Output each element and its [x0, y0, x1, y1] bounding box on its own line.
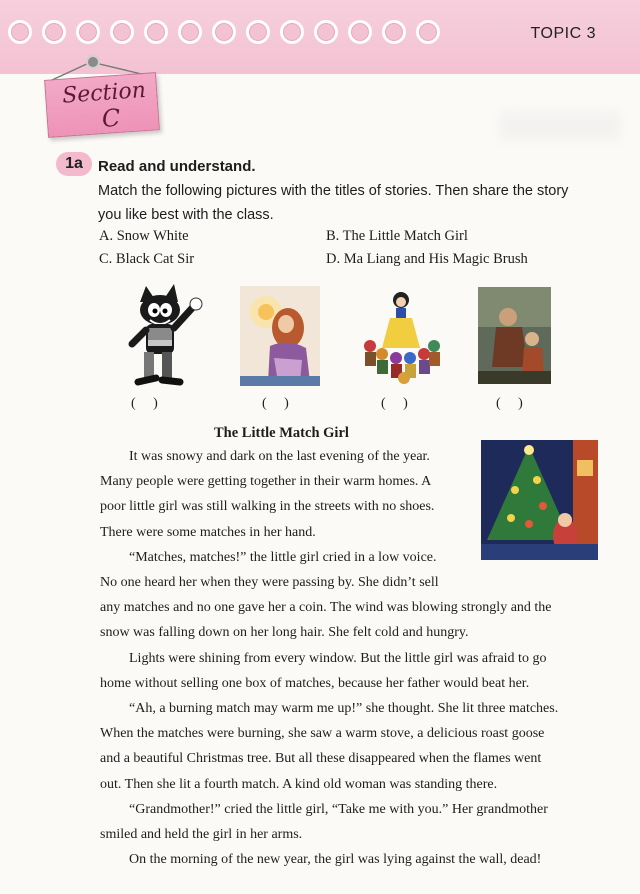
story-paragraph: [100, 570, 600, 646]
story-line: “Ah, a burning match may warm me up!” she thought. She lit three matches.: [129, 701, 559, 717]
faded-background-text: [500, 112, 620, 140]
story-line: poor little girl was still walking in the streets with no shoes.: [100, 499, 435, 515]
answer-blank[interactable]: ( ): [496, 396, 523, 411]
story-paragraph: [100, 545, 600, 570]
exercise-number-badge: 1a: [56, 152, 92, 176]
story-paragraph: [100, 444, 600, 469]
option-a: A. Snow White: [99, 228, 189, 244]
snow-white-picture: [360, 288, 442, 386]
story-paragraph: [100, 646, 600, 671]
answer-blank[interactable]: ( ): [262, 396, 289, 411]
match-girl-picture: [240, 286, 320, 386]
ring-decoration: [246, 20, 270, 44]
section-tag-word: Section: [61, 77, 147, 109]
ma-liang-picture: [478, 287, 551, 384]
instruction-line: you like best with the class.: [98, 207, 274, 223]
story-paragraph: [100, 671, 600, 696]
option-c: C. Black Cat Sir: [99, 251, 195, 267]
ring-decoration: [280, 20, 304, 44]
story-title: The Little Match Girl: [214, 425, 349, 441]
section-tag-letter: C: [101, 103, 122, 134]
exercise-instruction: [98, 179, 608, 227]
story-line: smiled and held the girl in her arms.: [100, 827, 303, 843]
story-paragraph: [100, 469, 600, 545]
ring-decoration: [416, 20, 440, 44]
story-line: There were some matches in her hand.: [100, 524, 316, 540]
exercise-title: Read and understand.: [98, 158, 256, 175]
ring-decoration: [348, 20, 372, 44]
story-line: home without selling one box of matches, because her father would beat her.: [100, 675, 530, 691]
ring-decoration: [314, 20, 338, 44]
story-paragraph: [100, 721, 600, 797]
story-line: It was snowy and dark on the last evening of the year.: [129, 449, 430, 464]
story-line: On the morning of the new year, the girl was lying against the wall, dead!: [129, 852, 542, 868]
story-line: and a beautiful Christmas tree. But all these disappeared when the flames went: [100, 751, 542, 767]
story-line: “Matches, matches!” the little girl cried in a low voice.: [129, 549, 437, 565]
option-b: B. The Little Match Girl: [326, 228, 468, 244]
answer-blank[interactable]: ( ): [131, 396, 158, 411]
story-line: snow was falling down on her long hair. She felt cold and hungry.: [100, 625, 469, 641]
ring-decoration: [212, 20, 236, 44]
story-line: any matches and no one gave her a coin. The wind was blowing strongly and the: [100, 600, 552, 616]
instruction-line: Match the following pictures with the titles of stories. Then share the story: [98, 183, 569, 199]
story-paragraph: [100, 696, 600, 721]
story-line: out. Then she lit a fourth match. A kind old woman was standing there.: [100, 776, 498, 792]
option-d: D. Ma Liang and His Magic Brush: [326, 251, 528, 267]
ring-decoration: [382, 20, 406, 44]
story-line: When the matches were burning, she saw a warm stove, a delicious roast goose: [100, 726, 545, 742]
story-paragraph: [100, 797, 600, 822]
black-cat-picture: [118, 284, 210, 388]
story-line: No one heard her when they were passing by. She didn’t sell: [100, 575, 439, 591]
story-line: Many people were getting together in their warm homes. A: [100, 474, 432, 490]
story-line: Lights were shining from every window. But the little girl was afraid to go: [129, 650, 547, 666]
answer-blank[interactable]: ( ): [381, 396, 408, 411]
pin-icon: [86, 55, 100, 69]
story-line: “Grandmother!” cried the little girl, “Take me with you.” Her grandmother: [129, 801, 548, 817]
story-paragraph: [100, 822, 600, 847]
story-text: [100, 444, 600, 872]
section-tag: [44, 72, 160, 138]
story-paragraph: [100, 847, 600, 872]
topic-label: TOPIC 3: [530, 25, 596, 42]
